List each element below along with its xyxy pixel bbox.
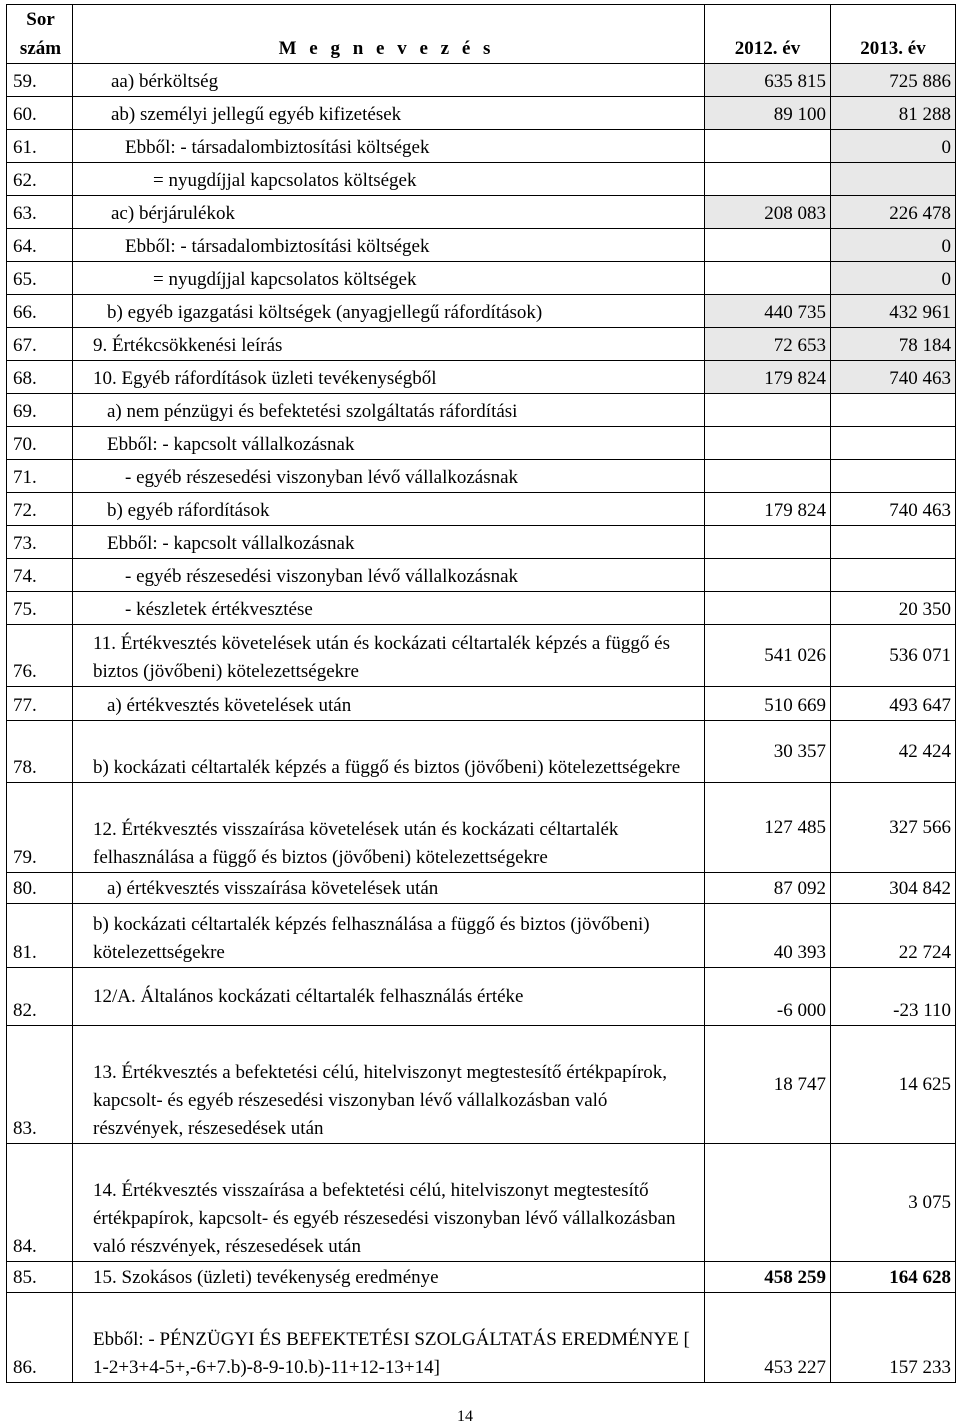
header-year-2012: 2012. év [705,5,831,64]
row-number: 81. [7,904,73,968]
table-row [7,328,956,361]
row-description: - egyéb részesedési viszonyban lévő vállalkozásnak [73,460,705,493]
row-description: b) kockázati céltartalék képzés a függő és biztos (jövőbeni) kötelezettségekre [73,721,705,783]
value-2012: 30 357 [705,721,831,783]
row-number: 68. [7,361,73,394]
row-description: aa) bérköltség [73,64,705,97]
table-row [7,904,956,968]
row-number: 75. [7,592,73,625]
row-number: 69. [7,394,73,427]
row-description: 15. Szokásos (üzleti) tevékenység eredménye [73,1262,705,1293]
value-2012: 510 669 [705,687,831,721]
row-description: Ebből: - társadalombiztosítási költségek [73,130,705,163]
table-row [7,97,956,130]
row-description: 12/A. Általános kockázati céltartalék felhasználás értéke [73,968,705,1026]
header-row-number: Sor szám [7,5,73,64]
value-2012 [705,262,831,295]
table-row [7,687,956,721]
value-2012: 87 092 [705,873,831,904]
row-description: 11. Értékvesztés követelések után és kockázati céltartalék képzés a függő és biztos (jövőbeni) kötelezettségekre [73,625,705,687]
value-2012 [705,130,831,163]
value-2013: 22 724 [831,904,956,968]
row-number: 61. [7,130,73,163]
row-number: 83. [7,1026,73,1144]
row-description: Ebből: - kapcsolt vállalkozásnak [73,526,705,559]
row-number: 85. [7,1262,73,1293]
value-2012 [705,163,831,196]
value-2012 [705,526,831,559]
value-2013: 327 566 [831,783,956,873]
value-2012: 89 100 [705,97,831,130]
value-2012: 72 653 [705,328,831,361]
value-2012: -6 000 [705,968,831,1026]
value-2012 [705,559,831,592]
header-description: M e g n e v e z é s [73,5,705,64]
value-2012: 18 747 [705,1026,831,1144]
table-row [7,1262,956,1293]
table-row [7,1026,956,1144]
row-number: 86. [7,1293,73,1383]
value-2013: 432 961 [831,295,956,328]
row-number: 80. [7,873,73,904]
value-2013: 740 463 [831,361,956,394]
table-row [7,361,956,394]
table-row [7,1144,956,1262]
row-number: 77. [7,687,73,721]
value-2012 [705,427,831,460]
row-number: 78. [7,721,73,783]
row-description: ac) bérjárulékok [73,196,705,229]
row-description: b) egyéb igazgatási költségek (anyagjellegű ráfordítások) [73,295,705,328]
value-2013: 725 886 [831,64,956,97]
row-number: 82. [7,968,73,1026]
row-description: Ebből: - PÉNZÜGYI ÉS BEFEKTETÉSI SZOLGÁLTATÁS EREDMÉNYE [ 1-2+3+4-5+,-6+7.b)-8-9-10.b)-11+12-13+14] [73,1293,705,1383]
table-row [7,394,956,427]
page-number: 14 [457,1408,473,1425]
value-2012 [705,229,831,262]
row-number: 67. [7,328,73,361]
table-row [7,559,956,592]
row-description: - egyéb részesedési viszonyban lévő vállalkozásnak [73,559,705,592]
value-2012 [705,460,831,493]
table-row [7,526,956,559]
row-number: 74. [7,559,73,592]
header-year-2013: 2013. év [831,5,956,64]
row-number: 59. [7,64,73,97]
value-2013: 3 075 [831,1144,956,1262]
value-2012: 179 824 [705,493,831,526]
table-row [7,873,956,904]
value-2012 [705,394,831,427]
table-row [7,64,956,97]
value-2013: 0 [831,262,956,295]
value-2013: 42 424 [831,721,956,783]
row-description: = nyugdíjjal kapcsolatos költségek [73,262,705,295]
row-number: 70. [7,427,73,460]
value-2013: 226 478 [831,196,956,229]
table-row [7,427,956,460]
row-number: 64. [7,229,73,262]
value-2013: 740 463 [831,493,956,526]
table-row [7,130,956,163]
value-2013 [831,163,956,196]
value-2013: 0 [831,130,956,163]
value-2013: 0 [831,229,956,262]
table-row [7,295,956,328]
table-row [7,1293,956,1383]
value-2012: 208 083 [705,196,831,229]
table-row [7,625,956,687]
row-description: 12. Értékvesztés visszaírása követelések után és kockázati céltartalék felhasználása a függő és biztos (jövőbeni) kötelezettségekre [73,783,705,873]
row-number: 65. [7,262,73,295]
row-description: b) egyéb ráfordítások [73,493,705,526]
row-number: 60. [7,97,73,130]
table-row [7,163,956,196]
row-description: 14. Értékvesztés visszaírása a befektetési célú, hitelviszonyt megtestesítő értékpapírok, kapcsolt- és egyéb részesedési viszonyban lévő vállalkozásban való részvények, részesedések után [73,1144,705,1262]
table-row [7,721,956,783]
row-description: ab) személyi jellegű egyéb kifizetések [73,97,705,130]
value-2012: 635 815 [705,64,831,97]
row-description: - készletek értékvesztése [73,592,705,625]
value-2013 [831,427,956,460]
value-2012 [705,1144,831,1262]
row-number: 62. [7,163,73,196]
table-row [7,460,956,493]
table-row [7,968,956,1026]
table-row [7,783,956,873]
row-number: 71. [7,460,73,493]
value-2012: 453 227 [705,1293,831,1383]
row-description: a) értékvesztés követelések után [73,687,705,721]
table-row [7,229,956,262]
row-description: b) kockázati céltartalék képzés felhasználása a függő és biztos (jövőbeni) kötelezettségekre [73,904,705,968]
row-description: = nyugdíjjal kapcsolatos költségek [73,163,705,196]
value-2012: 127 485 [705,783,831,873]
value-2012: 179 824 [705,361,831,394]
row-description: Ebből: - társadalombiztosítási költségek [73,229,705,262]
row-number: 66. [7,295,73,328]
row-number: 79. [7,783,73,873]
table-header-row [7,5,956,64]
row-description: a) értékvesztés visszaírása követelések után [73,873,705,904]
value-2013 [831,526,956,559]
value-2012: 440 735 [705,295,831,328]
value-2012: 541 026 [705,625,831,687]
row-number: 72. [7,493,73,526]
value-2013 [831,460,956,493]
income-statement-table [6,4,956,1383]
row-description: 10. Egyéb ráfordítások üzleti tevékenységből [73,361,705,394]
table-row [7,592,956,625]
row-number: 73. [7,526,73,559]
value-2012 [705,592,831,625]
row-number: 76. [7,625,73,687]
value-2013: 536 071 [831,625,956,687]
row-description: a) nem pénzügyi és befektetési szolgáltatás ráfordítási [73,394,705,427]
value-2013 [831,394,956,427]
row-description: Ebből: - kapcsolt vállalkozásnak [73,427,705,460]
row-description: 9. Értékcsökkenési leírás [73,328,705,361]
value-2013: -23 110 [831,968,956,1026]
value-2012: 40 393 [705,904,831,968]
value-2013: 14 625 [831,1026,956,1144]
value-2013: 164 628 [831,1262,956,1293]
table-row [7,493,956,526]
table-row [7,196,956,229]
row-number: 63. [7,196,73,229]
value-2012: 458 259 [705,1262,831,1293]
value-2013: 20 350 [831,592,956,625]
value-2013: 78 184 [831,328,956,361]
value-2013: 493 647 [831,687,956,721]
table-row [7,262,956,295]
row-description: 13. Értékvesztés a befektetési célú, hitelviszonyt megtestesítő értékpapírok, kapcsolt- és egyéb részesedési viszonyban lévő vállalkozásban való részvények, részesedések után [73,1026,705,1144]
value-2013: 304 842 [831,873,956,904]
value-2013: 81 288 [831,97,956,130]
value-2013: 157 233 [831,1293,956,1383]
value-2013 [831,559,956,592]
row-number: 84. [7,1144,73,1262]
